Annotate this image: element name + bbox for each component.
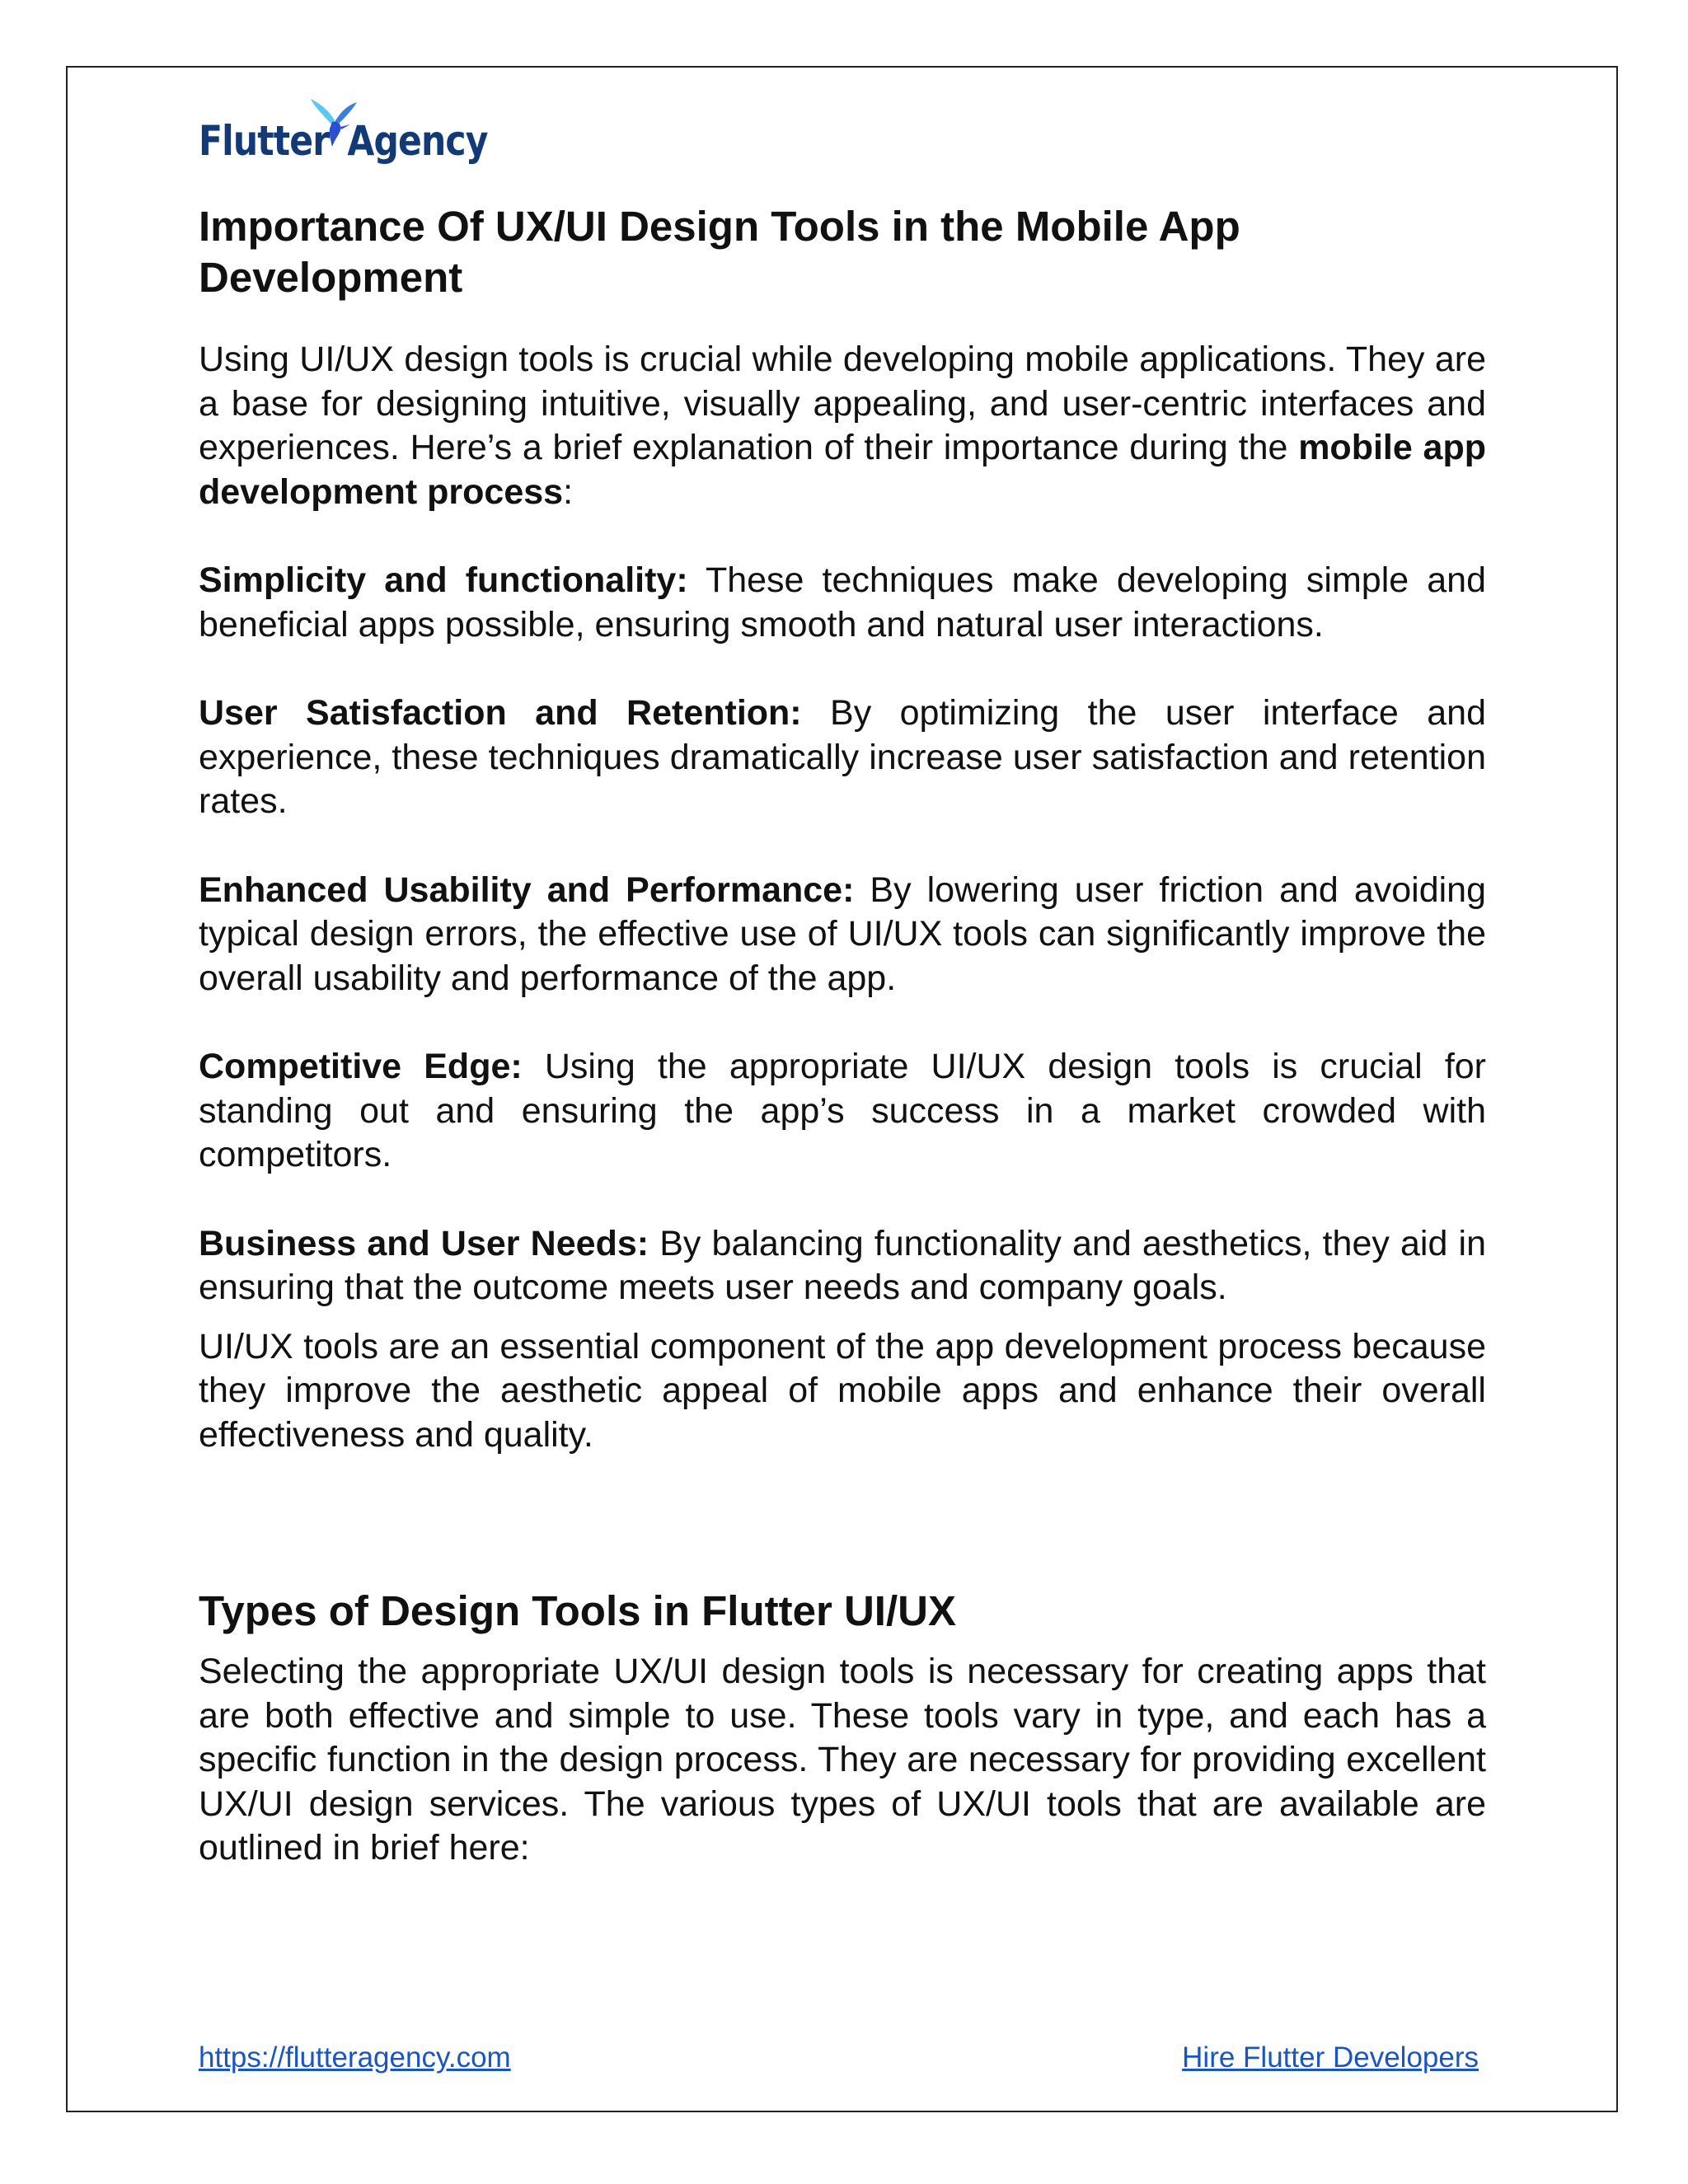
logo-word-flutter: Flutter [199, 117, 330, 165]
point-text: Using the appropriate UI/UX design tools is crucial for standing out and ensuring the app’s success in a market crowded with competitors. [199, 1047, 1487, 1174]
point-paragraph [199, 1222, 1486, 1310]
intro-text: Using UI/UX design tools is crucial while developing mobile applications. They are a base for designing intuitive, visually appealing, and user-centric interfaces and experiences. Here’s a brief explanation of their importance during the [199, 340, 1486, 467]
intro-paragraph [199, 338, 1486, 514]
point-paragraph [199, 559, 1486, 647]
footer-hire-developers-link[interactable]: Hire Flutter Developers [1182, 2041, 1479, 2074]
hummingbird-icon [307, 97, 360, 150]
point-paragraph [199, 869, 1486, 1001]
point-text: By lowering user friction and avoiding typical design errors, the effective use of UI/UX tools can significantly improve the overall usability and performance of the app. [199, 869, 1486, 998]
point-text: These techniques make developing simple and beneficial apps possible, ensuring smooth and natural user interactions. [199, 560, 1486, 644]
footer-website-link[interactable]: https://flutteragency.com [199, 2041, 511, 2074]
section-title-types: Types of Design Tools in Flutter UI/UX [199, 1587, 956, 1634]
intro-colon: : [563, 471, 574, 512]
document-body [199, 201, 1486, 1871]
point-paragraph [199, 1045, 1486, 1178]
intro-bold-phrase: mobile app development process [199, 428, 1486, 512]
point-label: User Satisfaction and Retention: [199, 693, 802, 733]
types-paragraph: Selecting the appropriate UX/UI design tools is necessary for creating apps that are both effective and simple to use. These tools vary in type, and each has a specific function in the design process. They are necessary for providing excellent UX/UI design services. The various types of UX/UI tools that are available are outlined in brief here: [199, 1652, 1486, 1868]
point-label: Competitive Edge: [199, 1047, 523, 1086]
point-label: Business and User Needs: [199, 1223, 649, 1263]
point-text: By optimizing the user interface and experience, these techniques dramatically increase user satisfaction and retention rates. [199, 693, 1486, 821]
point-label: Enhanced Usability and Performance: [199, 869, 855, 910]
section-title-importance: Importance Of UX/UI Design Tools in the Mobile App Development [199, 203, 1240, 301]
point-paragraph [199, 691, 1486, 824]
point-label: Simplicity and functionality: [199, 560, 688, 600]
point-text: By balancing functionality and aesthetics, they aid in ensuring that the outcome meets user needs and company goals. [199, 1223, 1487, 1307]
logo-word-agency: Agency [347, 117, 488, 165]
flutter-agency-logo [199, 97, 495, 173]
conclusion-paragraph: UI/UX tools are an essential component of the app development process because they improve the aesthetic appeal of mobile apps and enhance their overall effectiveness and quality. [199, 1326, 1486, 1455]
